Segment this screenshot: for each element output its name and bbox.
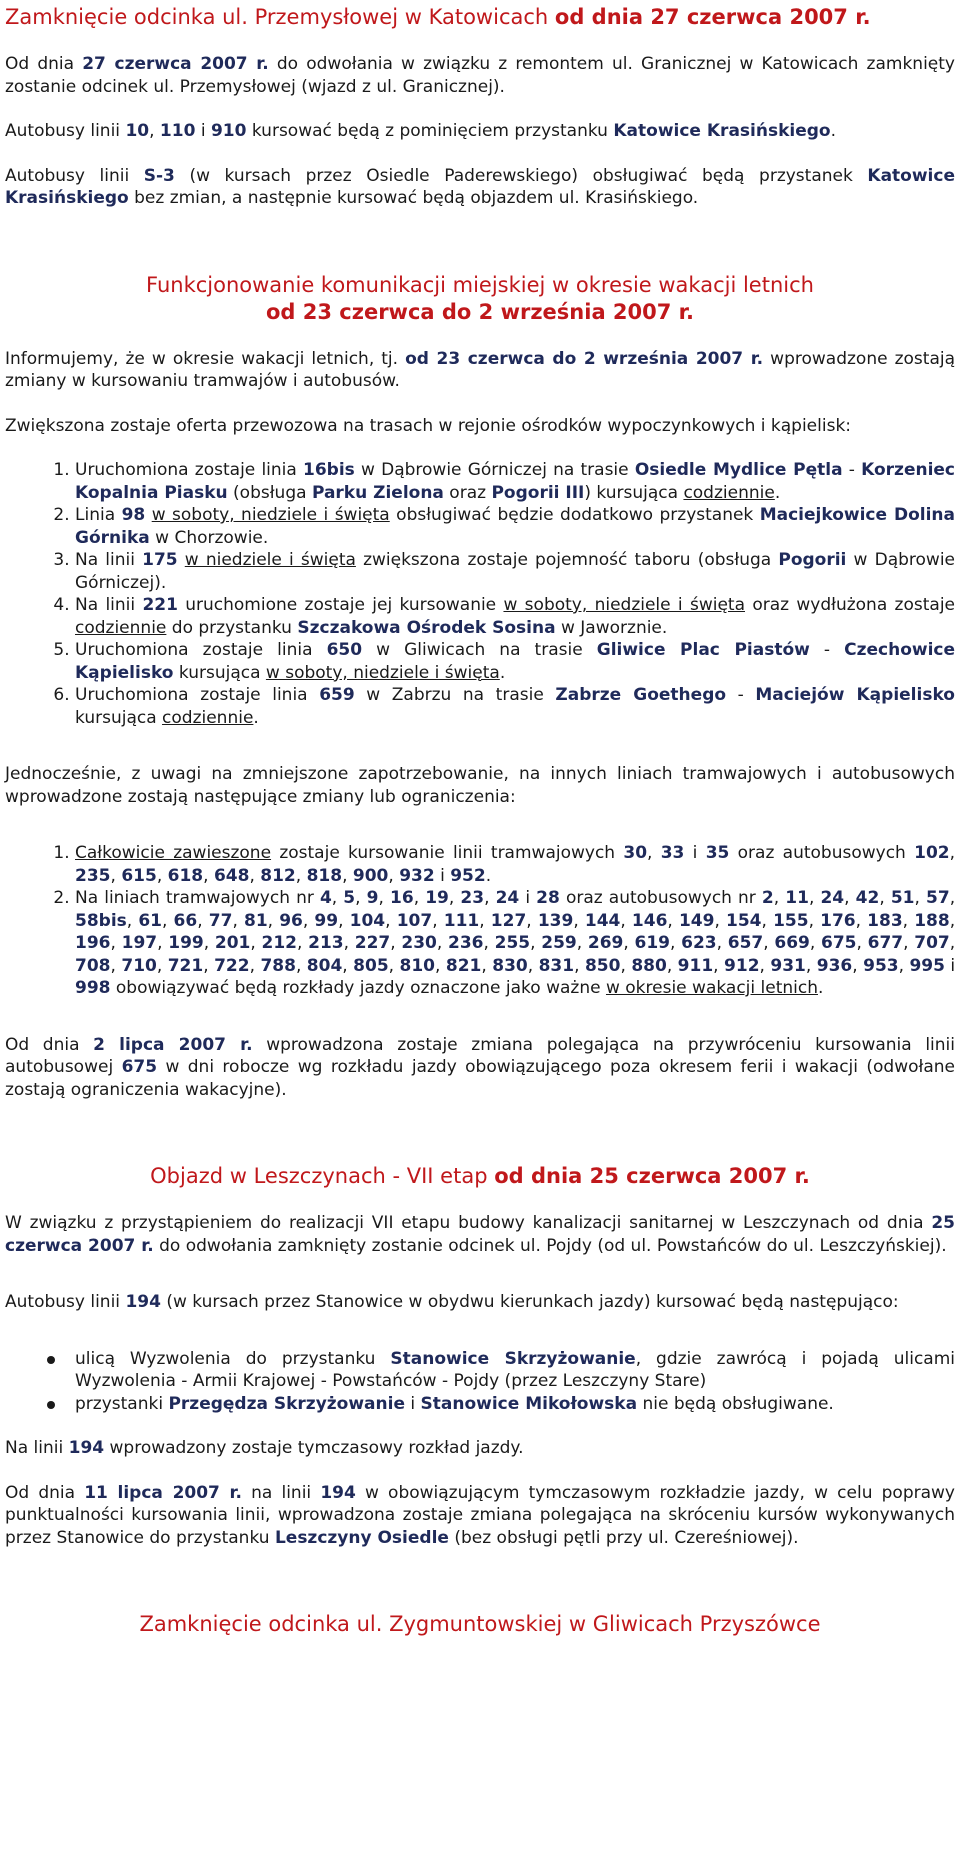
paragraph-wakacje-1: Informujemy, że w okresie wakacji letnich, tj. od 23 czerwca do 2 września 2007 r. wprowadzone zostają zmiany w kursowaniu tramwajów i autobusów. [5,348,955,391]
paragraph-leszczyny-3: Na linii 194 wprowadzony zostaje tymczasowy rozkład jazdy. [5,1438,524,1458]
paragraph-przemyslowa-2: Autobusy linii 10, 110 i 910 kursować będą z pominięciem przystanku Katowice Krasińskiego. [5,121,836,141]
paragraph-przemyslowa-1: Od dnia 27 czerwca 2007 r. do odwołania w związku z remontem ul. Granicznej w Katowicach zamknięty zostanie odcinek ul. Przemysłowej (wjazd z ul. Granicznej). [5,54,955,97]
paragraph-leszczyny-1: W związku z przystąpieniem do realizacji VII etapu budowy kanalizacji sanitarnej w Leszczynach od dnia 25 czerwca 2007 r. do odwołania zamknięty zostanie odcinek ul. Pojdy (od ul. Powstańców do ul. Leszczyńskiej). [5,1213,955,1256]
paragraph-leszczyny-4: Od dnia 11 lipca 2007 r. na linii 194 w obowiązującym tymczasowym rozkładzie jazdy, w celu poprawy punktualności kursowania linii, wprowadzona zostaje zmiana polegająca na skróceniu kursów wykonywanych przez Stanowice do przystanku Leszczyny Osiedle (bez obsługi pętli przy ul. Czereśniowej). [5,1482,955,1548]
list-item: przystanki Przegędza Skrzyżowanie i Stanowice Mikołowska nie będą obsługiwane. [75,1393,955,1416]
list-item: 2. Linia 98 w soboty, niedziele i święta obsługiwać będzie dodatkowo przystanek Maciejkowice Dolina Górnika w Chorzowie. [75,504,955,549]
list-ograniczenia [5,842,955,1000]
list-item: 4. Na linii 221 uruchomione zostaje jej kursowanie w soboty, niedziele i święta oraz wydłużona zostaje codziennie do przystanku Szczakowa Ośrodek Sosina w Jaworznie. [75,594,955,639]
list-item: 6. Uruchomiona zostaje linia 659 w Zabrzu na trasie Zabrze Goethego - Maciejów Kąpielisko kursująca codziennie. [75,684,955,729]
list-zwiekszona-oferta [5,459,955,729]
section-title-wakacje: Funkcjonowanie komunikacji miejskiej w okresie wakacji letnich od 23 czerwca do 2 września 2007 r. [146,272,814,324]
paragraph-wakacje-4: Od dnia 2 lipca 2007 r. wprowadzona zostaje zmiana polegająca na przywróceniu kursowania linii autobusowej 675 w dni robocze wg rozkładu jazdy obowiązującego poza okresem ferii i wakacji (odwołane zostają ograniczenia wakacyjne). [5,1034,955,1100]
paragraph-leszczyny-2: Autobusy linii 194 (w kursach przez Stanowice w obydwu kierunkach jazdy) kursować będą następująco: [5,1292,899,1312]
list-item: 3. Na linii 175 w niedziele i święta zwiększona zostaje pojemność taboru (obsługa Pogorii w Dąbrowie Górniczej). [75,549,955,594]
section-title-przemyslowa: Zamknięcie odcinka ul. Przemysłowej w Katowicach od dnia 27 czerwca 2007 r. [5,5,871,29]
section-title-zygmuntowska: Zamknięcie odcinka ul. Zygmuntowskiej w Gliwicach Przyszówce [139,1612,821,1636]
paragraph-wakacje-2: Zwiększona zostaje oferta przewozowa na trasach w rejonie ośrodków wypoczynkowych i kąpielisk: [5,415,852,436]
paragraph-wakacje-3: Jednocześnie, z uwagi na zmniejszone zapotrzebowanie, na innych liniach tramwajowych i autobusowych wprowadzone zostają następujące zmiany lub ograniczenia: [5,764,955,807]
list-item: 1. Uruchomiona zostaje linia 16bis w Dąbrowie Górniczej na trasie Osiedle Mydlice Pętla - Korzeniec Kopalnia Piasku (obsługa Parku Zielona oraz Pogorii III) kursująca codziennie. [75,459,955,504]
list-item: 1. Całkowicie zawieszone zostaje kursowanie linii tramwajowych 30, 33 i 35 oraz autobusowych 102, 235, 615, 618, 648, 812, 818, 900, 932 i 952. [75,842,955,887]
section-title-leszczyny: Objazd w Leszczynach - VII etap od dnia 25 czerwca 2007 r. [150,1164,810,1188]
list-objazd [5,1348,955,1416]
paragraph-przemyslowa-3: Autobusy linii S-3 (w kursach przez Osiedle Paderewskiego) obsługiwać będą przystanek Katowice Krasińskiego bez zmian, a następnie kursować będą objazdem ul. Krasińskiego. [5,165,955,208]
list-item: 5. Uruchomiona zostaje linia 650 w Gliwicach na trasie Gliwice Plac Piastów - Czechowice Kąpielisko kursująca w soboty, niedziele i święta. [75,639,955,684]
list-item: ulicą Wyzwolenia do przystanku Stanowice Skrzyżowanie, gdzie zawrócą i pojadą ulicami Wyzwolenia - Armii Krajowej - Powstańców - Pojdy (przez Leszczyny Stare) [75,1348,955,1391]
list-item: 2. Na liniach tramwajowych nr 4, 5, 9, 16, 19, 23, 24 i 28 oraz autobusowych nr 2, 11, 24, 42, 51, 57, 58bis, 61, 66, 77, 81, 96, 99, 104, 107, 111, 127, 139, 144, 146, 149, 154, 155, 176, 183, 188, 196, 197, 199, 201, 212, 213, 227, 230, 236, 255, 259, 269, 619, 623, 657, 669, 675, 677, 707, 708, 710, 721, 722, 788, 804, 805, 810, 821, 830, 831, 850, 880, 911, 912, 931, 936, 953, 995 i 998 obowiązywać będą rozkłady jazdy oznaczone jako ważne w okresie wakacji letnich. [75,887,955,1000]
